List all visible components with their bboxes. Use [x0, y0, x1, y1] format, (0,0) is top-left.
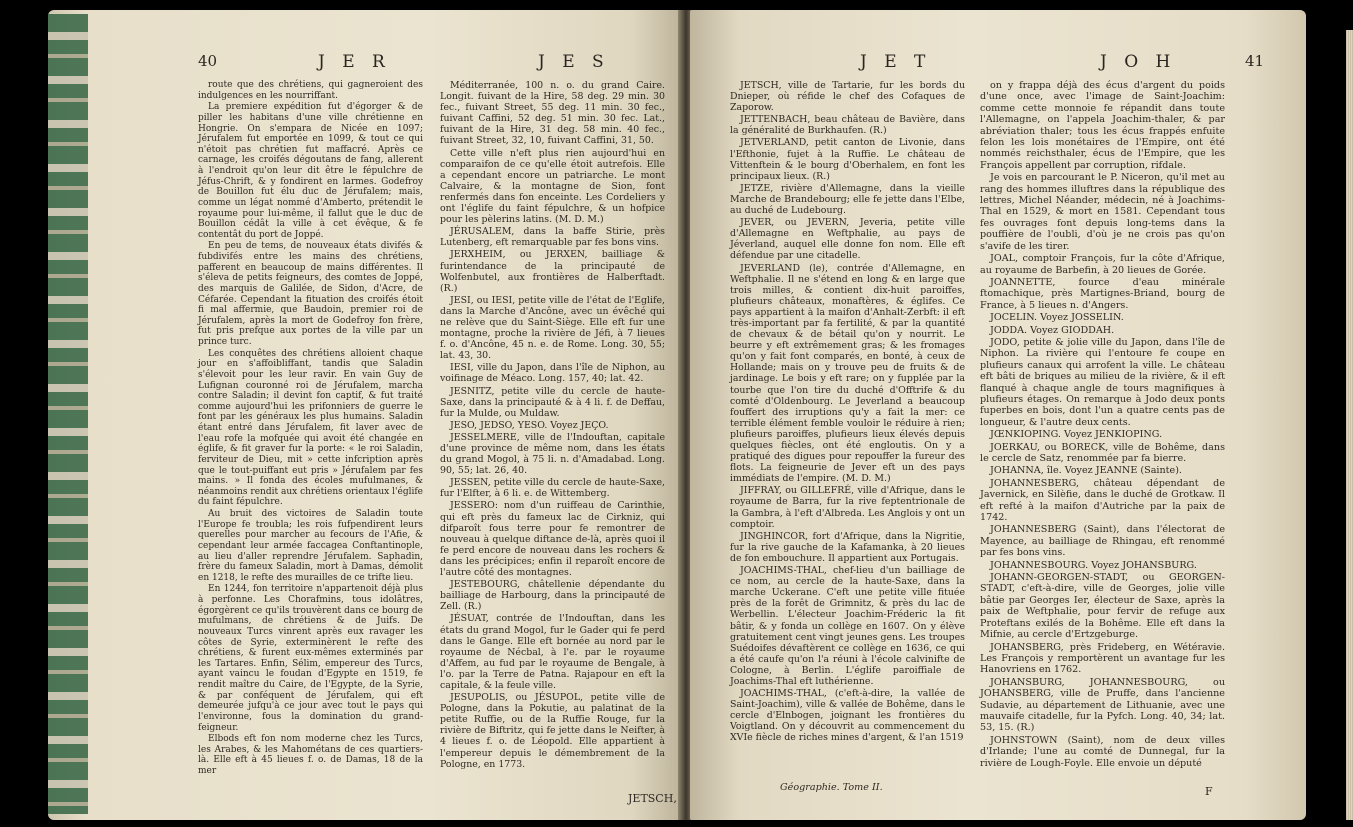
running-head: J E R	[318, 52, 391, 72]
paragraph: Au bruit des victoires de Saladin toute l'Europe fe troubla; les rois fufpendirent leurs querelles pour marcher au fecours de l'Afie, & cependant leur armée faccagea Conftantinople, au lieu d'aller reprendre Jérufalem. Saphadin, frère du fameux Saladin, mort à Damas, démolit en 1218, le refte des murailles de ce trifte lieu.	[198, 509, 423, 583]
paragraph: JESSERO: nom d'un ruiffeau de Carinthie, qui eft près du fameux lac de Cirkniz, qui difparoît fous terre pour fe remontrer de nouveau à quelque diftance de-là, après quoi il fe perd encore de nouveau dans les rochers & dans les précipices; enfin il reparoît encore de l'autre côté des montagnes.	[440, 500, 665, 579]
paragraph: JOHANSBERG, près Frideberg, en Wétéravie. Les François y remportèrent un avantage fur les Hanovriens en 1762.	[980, 641, 1225, 676]
paragraph: JESUPOLIS, ou JÉSUPOL, petite ville de Pologne, dans la Pokutie, au palatinat de la petite Ruffie, ou de la Ruffie Rouge, fur la rivière de Biftritz, qui fe jette dans le Neifter, à 4 lieues f. o. de Léopold. Elle appartient à l'empereur depuis le démembrement de la Pologne, en 1773.	[440, 692, 665, 770]
left-page	[48, 10, 682, 820]
paragraph: Je vois en parcourant le P. Niceron, qu'il met au rang des hommes illuftres dans la république des lettres, Michel Néander, médecin, né à Joachims-Thal en 1529, & mort en 1581. Cependant tous fes ouvrages font depuis long-tems dans la pouffière de l'oubli, d'où je ne crois pas qu'on s'avife de les tirer.	[980, 172, 1225, 252]
paragraph: JODO, petite & jolie ville du Japon, dans l'île de Niphon. La rivière qui l'entoure fe coupe en plufieurs canaux qui arrofent la ville. Le château eft bâti de briques au milieu de la rivière, & il eft flanqué à chaque angle de tours magnifiques à plufieurs étages. On remarque à Jodo deux ponts fuperbes en bois, dont l'un a quatre cents pas de longueur, & l'autre deux cents.	[980, 336, 1225, 428]
paragraph: JODDA. Voyez GIODDAH.	[990, 324, 1115, 336]
paragraph: JOHANNESBERG (Saint), dans l'électorat de Mayence, au bailliage de Rhingau, eft renommé par fes bons vins.	[980, 524, 1225, 559]
paragraph: JESNITZ, petite ville du cercle de haute-Saxe, dans la principauté & à 4 li. f. de Deffau, fur la Mulde, ou Muldaw.	[440, 385, 665, 419]
paragraph: JINGHINCOR, fort d'Afrique, dans la Nigritie, fur la rive gauche de la Kafamanka, à 20 lieues de fon embouchure. Il appartient aux Portugais.	[730, 530, 965, 564]
page-number: 41	[1245, 52, 1265, 70]
paragraph: JOHANN-GEORGEN-STADT, ou GEORGEN-STADT, c'eft-à-dire, ville de Georges, jolie ville bâtie par Georges Ier, électeur de Saxe, après la paix de Weftphalie, pour fervir de refuge aux Proteftans exilés de la Bohême. Elle eft dans la Mifnie, au cercle d'Ertzgeburge.	[980, 572, 1225, 641]
running-head-center: J E S	[538, 52, 610, 72]
paragraph: JETTENBACH, beau château de Bavière, dans la généralité de Burkhaufen. (R.)	[730, 114, 965, 137]
paragraph: JESSELMERE, ville de l'Indouftan, capitale d'une province de même nom, dans les états du grand Mogol, à 75 li. n. d'Amadabad. Long. 90, 55; lat. 26, 40.	[440, 431, 665, 477]
paragraph: JOAL, comptoir François, fur la côte d'Afrique, au royaume de Barbefin, à 20 lieues de Gorée.	[980, 253, 1225, 276]
catchword: JETSCH,	[628, 792, 677, 805]
running-head-right: J O H	[1100, 52, 1177, 72]
text-column-2	[440, 80, 665, 771]
paragraph: JETVERLAND, petit canton de Livonie, dans l'Efthonie, fujet à la Ruffie. Le château de Vittenftein & le bourg d'Oberhalem, en font les principaux lieux. (R.)	[730, 137, 965, 182]
paragraph: JETZE, rivière d'Allemagne, dans la vieille Marche de Brandebourg; elle fe jette dans l'Elbe, au duché de Ludebourg.	[730, 182, 965, 217]
paragraph: JŒNKIOPING. Voyez JENKIOPING.	[990, 429, 1163, 441]
paragraph: JETSCH, ville de Tartarie, fur les bords du Dnieper, où réfide le chef des Cofaques de Zaporow.	[730, 80, 965, 114]
paragraph: JOACHIMS-THAL, chef-lieu d'un bailliage de ce nom, au cercle de la haute-Saxe, dans la marche Uckerane. C'eft une petite ville fituée près de la forêt de Grimnitz, & près du lac de Werbellin. L'électeur Joachim-Fréderic la fit bâtir, & y fonda un collège en 1607. On y élève gratuitement cent vingt jeunes gens. Les troupes Suédoifes dévaftèrent ce collège en 1636, ce qui a été caufe qu'on l'a réuni à l'école calvinifte de Cologne, à Berlin. L'églife paroiffiale de Joachims-Thal eft luthérienne.	[730, 565, 965, 687]
paragraph: JOANNETTE, fource d'eau minérale ftomachique, près Martignes-Briand, bourg de France, à 5 lieues n. d'Angers.	[980, 276, 1225, 311]
paragraph: JEVER, ou JEVERN, Jeveria, petite ville d'Allemagne en Weftphalie, au pays de Jéverland, auquel elle donne fon nom. Elle eft défendue par une citadelle.	[730, 217, 965, 262]
paragraph: on y frappa déjà des écus d'argent du poids d'une once, avec l'image de Saint-Joachim: comme cette monnoie fe répandit dans toute l'Allemagne, on l'appela Joachim-thaler, & par abréviation thaler; tous les écus frappés enfuite felon les lois monétaires de l'Empire, ont été nommés reichsthaler, écus de l'Empire, que les François appellent par corruption, rifdale.	[980, 80, 1225, 171]
paragraph: La premiere expédition fut d'égorger & de piller les habitans d'une ville chrétienne en Hongrie. On s'empara de Nicée en 1097; Jérufalem fut emportée en 1099, & tout ce qui n'étoit pas chrétien fut maffacré. Après ce carnage, les croifés dégoutans de fang, allerent à l'endroit qu'on leur dit être le fépulchre de Jéfus-Chrift, & y fondirent en larmes. Godefroy de Bouillon fut élu duc de Jérufalem; mais, comme un légat nommé d'Amberto, prétendit le royaume pour lui-même, il fallut que le duc de Bouillon cédât la ville à cet évêque, & fe contentât du port de Joppé.	[198, 102, 423, 240]
bookmark-ribbon	[48, 14, 88, 814]
paragraph: JOERKAU, ou BORECK, ville de Bohême, dans le cercle de Satz, renommée par fa bierre.	[980, 441, 1225, 464]
paragraph: JESTEBOURG, châtellenie dépendante du bailliage de Harbourg, dans la principauté de Zell. (R.)	[440, 579, 665, 613]
paragraph: JESSEN, petite ville du cercle de haute-Saxe, fur l'Elfter, à 6 li. e. de Wittemberg.	[440, 477, 665, 500]
text-column-1	[730, 80, 965, 745]
paragraph: JOHANNESBERG, château dépendant de Javernick, en Silèfie, dans le duché de Grotkaw. Il eft refté à la maifon d'Autriche par la paix de 1742.	[980, 477, 1225, 524]
open-book	[48, 10, 1306, 820]
paragraph: JÉSUAT, contrée de l'Indouftan, dans les états du grand Mogol, fur le Gader qui fe perd dans le Gange. Elle eft bornée au nord par le royaume de Nécbal, à l'e. par le royaume d'Affem, au fud par le royaume de Bengale, à l'o. par la Terre de Patna. Rajapour en eft la capitale, & la feule ville.	[440, 613, 665, 691]
paragraph: JOCELIN. Voyez JOSSELIN.	[990, 312, 1124, 324]
paragraph: En peu de tems, de nouveaux états divifés & fubdivifés entre les mains des chrétiens, pafferent en beaucoup de mains différentes. Il s'éleva de petits feigneurs, des comtes de Joppé, des marquis de Galilée, de Sidon, d'Acre, de Céfarée. Cependant la fituation des croifés étoit fi mal affermie, que Baudoin, premier roi de Jérufalem, après la mort de Godefroy fon frère, fut pris prefque aux portes de la ville par un prince turc.	[198, 241, 423, 347]
signature-mark: F	[1205, 785, 1213, 798]
paragraph: JOHANNA, île. Voyez JEANNE (Sainte).	[990, 465, 1182, 477]
paragraph: Méditerranée, 100 n. o. du grand Caire. Longit. fuivant de la Hire, 58 deg. 29 min. 30 fec., fuivant Street, 55 deg. 11 min. 30 fec., fuivant Caffini, 52 deg. 51 min. 30 fec. Lat., fuivant de la Hire, 31 deg. 58 min. 40 fec., fuivant Street, 32, 10, fuivant Caffini, 31, 50.	[440, 80, 665, 147]
page-number: 40	[198, 52, 218, 70]
paragraph: JÉRUSALEM, dans la baffe Stirie, près Lutenberg, eft remarquable par fes bons vins.	[440, 226, 665, 249]
paragraph: Les conquêtes des chrétiens alloient chaque jour en s'affoibliffant, tandis que Saladin s'élevoit pour les leur ravir. En vain Guy de Lufignan couronné roi de Jérufalem, marcha contre Saladin; il devint fon captif, & fut traité comme aujourd'hui les prifonniers de guerre le font par les généraux les plus humains. Saladin étant entré dans Jérufalem, fit laver avec de l'eau rofe la mofquée qui avoit été changée en églife, & fit graver fur la porte: « le roi Saladin, ferviteur de Dieu, mit » cette infcription après que le tout-puiffant eut pris » Jérufalem par fes mains. » Il fonda des écoles mufulmanes, & néanmoins rendit aux chrétiens orientaux l'églife du faint fépulchre.	[198, 348, 423, 508]
paragraph: JOHANNESBOURG. Voyez JOHANSBURG.	[990, 559, 1197, 571]
paragraph: JESI, ou IESI, petite ville de l'état de l'Eglife, dans la Marche d'Ancône, avec un évêché qui ne relève que du Saint-Siège. Elle eft fur une montagne, proche la rivière de Jéfi, à 7 lieues f. o. d'Ancône, 45 n. e. de Rome. Long. 30, 55; lat. 43, 30.	[440, 294, 665, 362]
running-head: J E T	[860, 52, 932, 72]
paragraph: En 1244, fon territoire n'appartenoit déjà plus à perfonne. Les Chorafmins, tous idolâtres, égorgèrent ce qu'ils trouvèrent dans ce bourg de mufulmans, de chrétiens & de Juifs. De nouveaux Turcs vinrent après eux ravager les côtes de Syrie, exterminèrent le refte des chrétiens, & furent eux-mêmes exterminés par les Tartares. Enfin, Sélim, empereur des Turcs, ayant vaincu le foudan d'Egypte en 1519, fe rendit maître du Caire, de l'Egypte, de la Syrie, & par conféquent de Jérufalem, qui eft demeurée jufqu'à ce jour avec tout le pays qui l'environne, fous la domination du grand-feigneur.	[198, 584, 423, 733]
paragraph: IESI, ville du Japon, dans l'île de Niphon, au voifinage de Méaco. Long. 157, 40; lat. 42.	[440, 362, 665, 385]
page-edges-right	[1346, 30, 1353, 820]
paragraph: Cette ville n'eft plus rien aujourd'hui en comparaifon de ce qu'elle étoit autrefois. Elle a cependant encore un patriarche. Le mont Calvaire, & la montagne de Sion, font renfermés dans fon enceinte. Les Cordeliers y ont l'églife du faint fépulchre, & un hofpice pour les pèlerins latins. (M. D. M.)	[440, 147, 665, 226]
paragraph: JIFFRAY, ou GILLEFRÉ, ville d'Afrique, dans le royaume de Barra, fur la rive feptentrionale de la Gambra, à l'eft d'Albreda. Les Anglois y ont un comptoir.	[730, 485, 965, 530]
paragraph: route que des chrétiens, qui gagneroient des indulgences en les nourriffant.	[198, 80, 423, 101]
paragraph: JERXHEIM, ou JERXEN, bailliage & furintendance de la principauté de Wolfenbutel, aux frontières de Halberftadt. (R.)	[440, 249, 665, 294]
paragraph: Elbods eft fon nom moderne chez les Turcs, les Arabes, & les Mahométans de ces quartiers-là. Elle eft à 45 lieues f. o. de Damas, 18 de la mer	[198, 734, 423, 776]
text-column-1	[198, 80, 423, 778]
paragraph: JOACHIMS-THAL, (c'eft-à-dire, la vallée de Saint-Joachim), ville & vallée de Bohême, dans le cercle d'Elnbogen, joignant les frontières du Voigtland. On y découvrit au commencement du XVIe fiècle de riches mines d'argent, & l'an 1519	[730, 688, 965, 744]
paragraph: JOHNSTOWN (Saint), nom de deux villes d'Irlande; l'une au comté de Dunnegal, fur la rivière de Lough-Foyle. Elle envoie un député	[980, 734, 1225, 769]
footer-title: Géographie. Tome II.	[780, 782, 883, 793]
paragraph: JESO, JEDSO, YESO. Voyez JEÇO.	[450, 419, 609, 431]
paragraph: JEVERLAND (le), contrée d'Allemagne, en Weftphalie. Il ne s'étend en long & en large que trois milles, & contient dix-huit paroiffes, plufieurs châteaux, monaftères, & églifes. Ce pays appartient à la maifon d'Anhalt-Zerbft: il eft très-important par fa fertilité, & par la quantité de chevaux & de bétail qu'on y nourrit. Le beurre y eft extrêmement gras; & les fromages qu'on y fait font comparés, en bonté, à ceux de Hollande; mais on y trouve peu de fruits & de jardinage. Le bois y eft rare; on y fupplée par la tourbe que l'on tire du duché d'Offtrife & du comté d'Oldenbourg. Le Jeverland a beaucoup fouffert des irruptions qu'y a fait la mer: ce terrible élément femble vouloir le réduire à rien; plufieurs paroiffes, plufieurs lieux élevés depuis quelques fiècles, ont été engloutis. On y a pratiqué des digues pour repouffer la fureur des flots. La feigneurie de Jever eft un des pays immédiats de l'empire. (M. D. M.)	[730, 262, 965, 485]
right-page	[690, 10, 1306, 820]
paragraph: JOHANSBURG, JOHANNESBOURG, ou JOHANSBERG, ville de Pruffe, dans l'ancienne Sudavie, au département de Lithuanie, avec une mauvaife citadelle, fur la Pyfch. Long. 40, 34; lat. 53, 15. (R.)	[980, 676, 1225, 734]
text-column-2	[980, 80, 1225, 770]
